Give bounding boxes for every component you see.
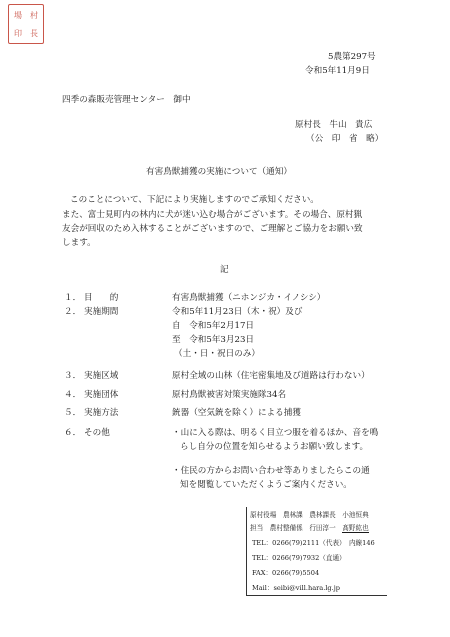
item-number: ６． (64, 428, 82, 438)
item-value: 原村全域の山林（住宅密集地及び道路は行わない） (172, 371, 370, 381)
body-paragraph-1: このことについて、下記により実施しますのでご承知ください。 (70, 195, 319, 205)
doc-number: 5農第297号 (328, 52, 376, 62)
item-label: 目 的 (84, 293, 119, 303)
body-paragraph-2-line-2: 友会が回収のため入林することがございますので、ご理解とご協力をお願い致 (62, 224, 363, 234)
seal-char: 長 (30, 28, 38, 38)
body-paragraph-2-line-1: また、富士見町内の林内に犬が迷い込む場合がございます。その場合、原村猟 (62, 210, 363, 220)
item-label: その他 (84, 428, 110, 438)
contact-line-2 (250, 524, 369, 533)
item-value: 有害鳥獣捕獲（ニホンジカ・イノシシ） (172, 293, 326, 303)
item-label: 実施期間 (84, 307, 119, 317)
sender-title: 原村長 牛山 貴広 (295, 120, 373, 130)
item-value: ・山に入る際は、明るく目立つ服を着るほか、音を鳴 (172, 428, 379, 438)
seal-omitted-note: （公 印 省 略） (306, 134, 384, 144)
contact-tel-main: TEL：0266(79)2111（代表） 内線146 (252, 539, 375, 547)
doc-date: 令和5年11月9日 (305, 66, 370, 76)
item-value: 令和5年11月23日（木・祝）及び (172, 307, 303, 317)
item-value: 原村鳥獣被害対策実施隊34名 (172, 390, 287, 400)
item-number: １． (64, 293, 82, 303)
contact-person-name: 髙野紘也 (342, 524, 369, 532)
item-number: ５． (64, 408, 82, 418)
item-label: 実施方法 (84, 408, 119, 418)
official-seal (8, 4, 44, 44)
contact-mail: Mail：seibi@vill.hara.lg.jp (252, 584, 341, 592)
other-line-2: らし自分の位置を知らせるようお願い致します。 (180, 442, 369, 452)
period-from: 自 令和5年2月17日 (172, 321, 255, 331)
item-label: 実施団体 (84, 390, 119, 400)
contact-tel-direct: TEL：0266(79)7932（直通） (252, 554, 346, 562)
ki-heading: 記 (220, 265, 229, 275)
contact-line-1: 原村役場 農林課 農林課長 小池恒典 (250, 511, 369, 519)
item-number: ３． (64, 371, 82, 381)
subject-title: 有害鳥獣捕獲の実施について（通知） (146, 167, 292, 177)
period-to: 至 令和5年3月23日 (172, 335, 255, 345)
seal-char: 印 (14, 28, 22, 38)
contact-fax: FAX：0266(79)5504 (252, 569, 320, 577)
item-value: 銃器（空気銃を除く）による捕獲 (172, 408, 301, 418)
item-number: ４． (64, 390, 82, 400)
seal-char: 村 (30, 10, 38, 20)
body-paragraph-2-line-3: します。 (62, 238, 96, 248)
contact-box (246, 507, 387, 596)
period-days: （土・日・祝日のみ） (174, 349, 260, 359)
item-label: 実施区域 (84, 371, 119, 381)
contact-line-2-prefix: 担当 農村整備係 行田淳一 (250, 524, 343, 532)
other-line-4: 知を閲覧していただくようご案内ください。 (180, 480, 352, 490)
addressee: 四季の森販売管理センター 御中 (62, 95, 191, 105)
item-number: ２． (64, 307, 82, 317)
seal-char: 場 (14, 10, 22, 20)
other-line-3: ・住民の方からお問い合わせ等ありましたらこの通 (172, 466, 370, 476)
